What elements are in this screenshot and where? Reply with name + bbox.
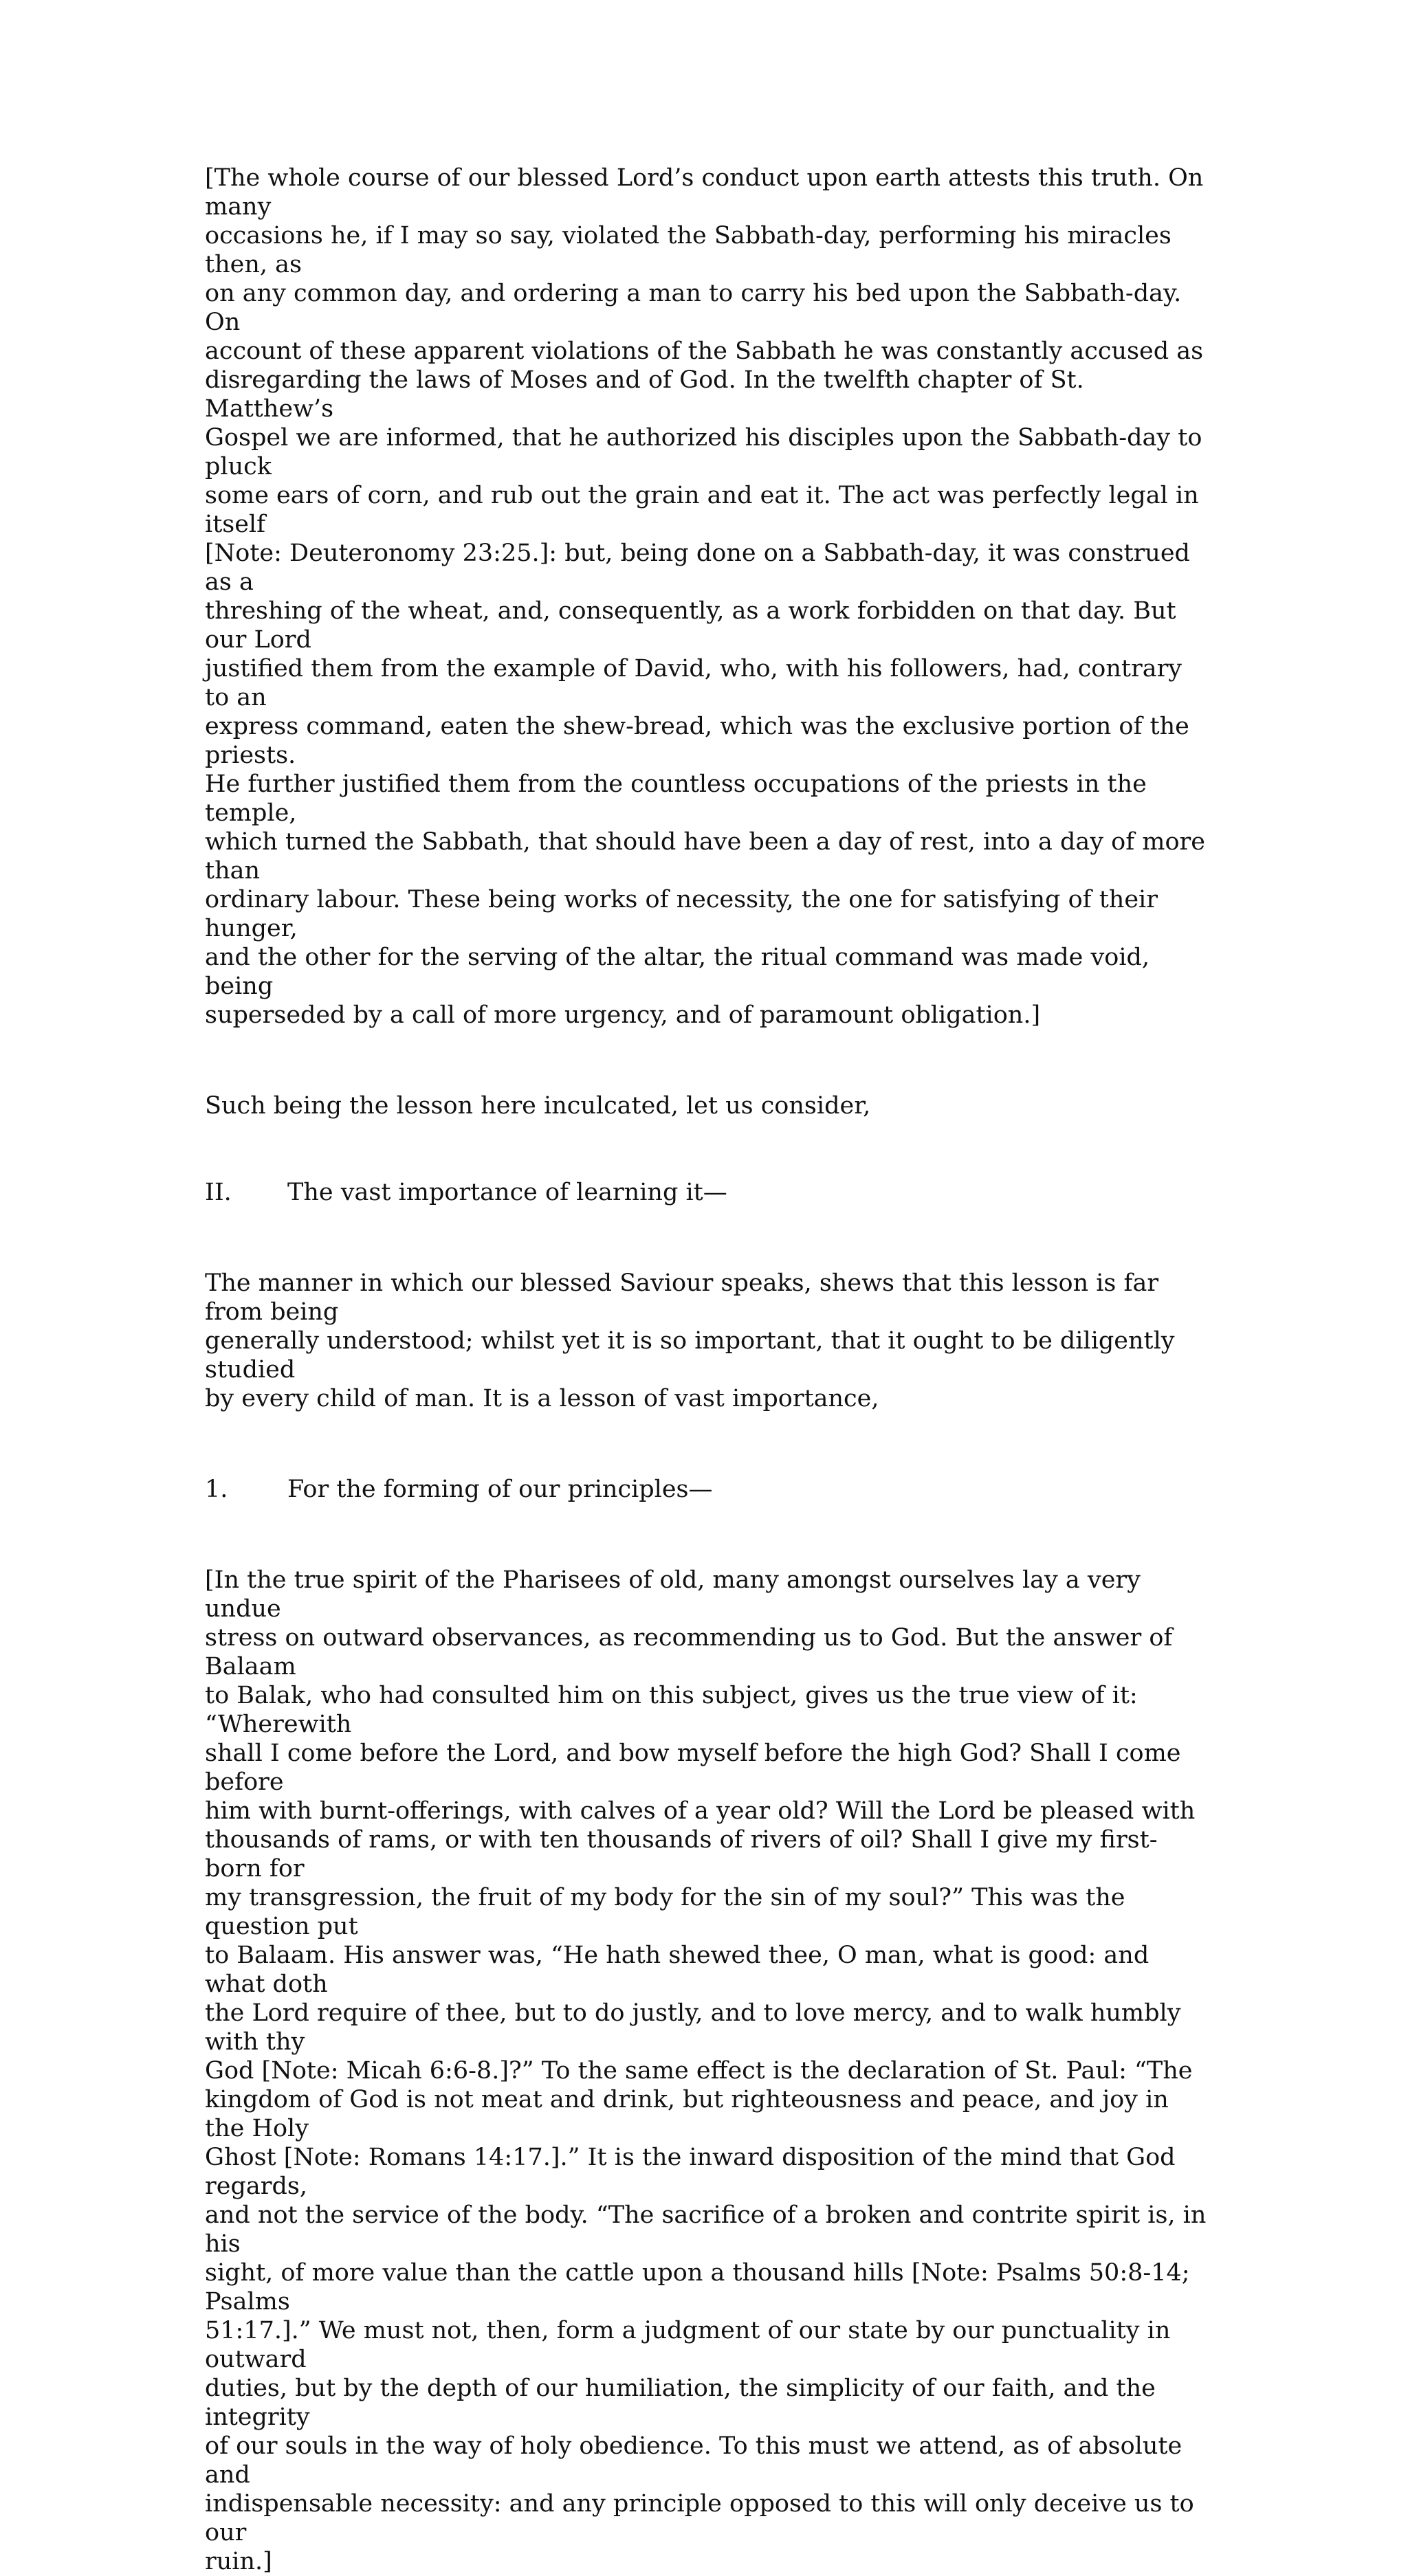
spacer <box>205 1120 1209 1178</box>
document-page <box>205 164 1209 2576</box>
paragraph-principles: [In the true spirit of the Pharisees of old, many amongst ourselves lay a very undue stress on outward observances, as recommending us to God. But the answer of Balaam to Balak, who had consulted him on this subject, gives us the true view of it: “Wherewith shall I come before the Lord, and bow myself before the high God? Shall I come before him with burnt-offerings, with calves of a year old? Will the Lord be pleased with thousands of rams, or with ten thousands of rivers of oil? Shall I give my first-born for my transgression, the fruit of my body for the sin of my soul?” This was the question put to Balaam. His answer was, “He hath shewed thee, O man, what is good: and what doth the Lord require of thee, but to do justly, and to love mercy, and to walk humbly with thy God [Note: Micah 6:6-8.]?” To the same effect is the declaration of St. Paul: “The kingdom of God is not meat and drink, but righteousness and peace, and joy in the Holy Ghost [Note: Romans 14:17.].” It is the inward disposition of the mind that God regards, and not the service of the body. “The sacrifice of a broken and contrite spirit is, in his sight, of more value than the cattle upon a thousand hills [Note: Psalms 50:8-14; Psalms 51:17.].” We must not, then, form a judgment of our state by our punctuality in outward duties, but by the depth of our humiliation, the simplicity of our faith, and the integrity of our souls in the way of holy obedience. To this must we attend, as of absolute and indispensable necessity: and any principle opposed to this will only deceive us to our ruin.] <box>205 1566 1207 2575</box>
spacer <box>205 1030 1209 1091</box>
subsection-number: 1. <box>205 1476 228 1503</box>
spacer <box>205 1504 1209 1566</box>
subsection-title: For the forming of our principles— <box>287 1476 713 1503</box>
subsection-heading-1 <box>205 1475 1209 1504</box>
section-number: II. <box>205 1179 232 1206</box>
section-title: The vast importance of learning it— <box>287 1179 727 1206</box>
spacer <box>205 1413 1209 1475</box>
paragraph-transition: Such being the lesson here inculcated, let us consider, <box>205 1092 871 1120</box>
paragraph-importance: The manner in which our blessed Saviour speaks, shews that this lesson is far from being generally understood; whilst yet it is so important, that it ought to be diligently studied by every child of man. It is a lesson of vast importance, <box>205 1269 1175 1412</box>
paragraph-sabbath-conduct: [The whole course of our blessed Lord’s conduct upon earth attests this truth. On many occasions he, if I may so say, violated the Sabbath-day, performing his miracles then, as on any common day, and ordering a man to carry his bed upon the Sabbath-day. On account of these apparent violations of the Sabbath he was constantly accused as disregarding the laws of Moses and of God. In the twelfth chapter of St. Matthew’s Gospel we are informed, that he authorized his disciples upon the Sabbath-day to pluck some ears of corn, and rub out the grain and eat it. The act was perfectly legal in itself [Note: Deuteronomy 23:25.]: but, being done on a Sabbath-day, it was construed as a threshing of the wheat, and, consequently, as a work forbidden on that day. But our Lord justified them from the example of David, who, with his followers, had, contrary to an express command, eaten the shew-bread, which was the exclusive portion of the priests. He further justified them from the countless occupations of the priests in the temple, which turned the Sabbath, that should have been a day of rest, into a day of more than ordinary labour. These being works of necessity, the one for satisfying of their hunger, and the other for the serving of the altar, the ritual command was made void, being superseded by a call of more urgency, and of paramount obligation.] <box>205 164 1205 1029</box>
spacer <box>205 1207 1209 1269</box>
section-heading-ii <box>205 1178 1209 1207</box>
